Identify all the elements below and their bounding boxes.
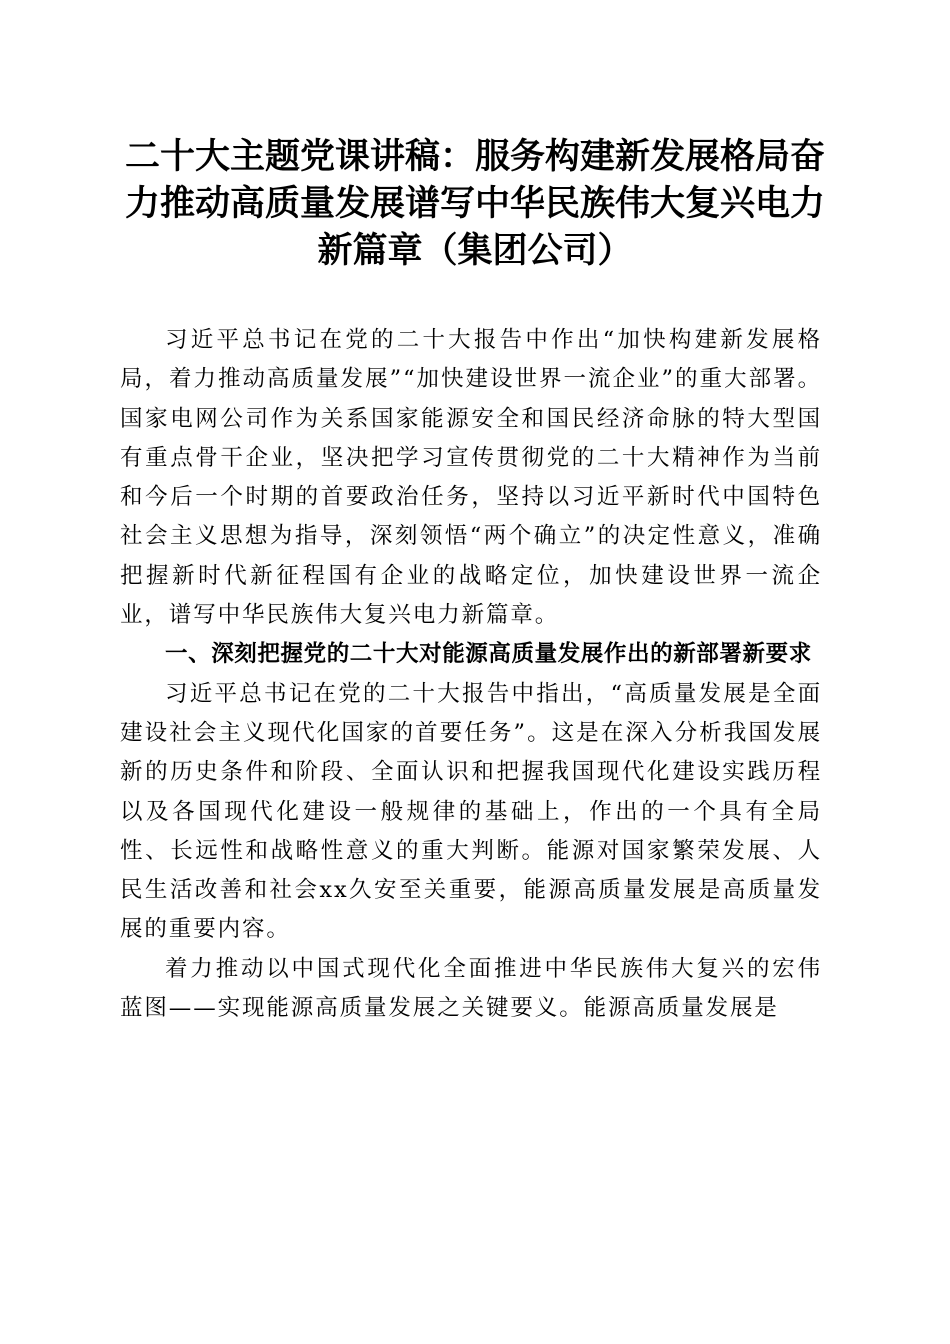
document-title: 二十大主题党课讲稿：服务构建新发展格局奋力推动高质量发展谱写中华民族伟大复兴电力新篇章（集团公司） [124,137,825,271]
intro-paragraph: 习近平总书记在党的二十大报告中作出“加快构建新发展格局，着力推动高质量发展”“加快建设世界一流企业”的重大部署。国家电网公司作为关系国家能源安全和国民经济命脉的特大型国有重点骨干企业，坚决把学习宣传贯彻党的二十大精神作为当前和今后一个时期的首要政治任务，坚持以习近平新时代中国特色社会主义思想为指导，深刻领悟“两个确立”的决定性意义，准确把握新时代新征程国有企业的战略定位，加快建设世界一流企业，谱写中华民族伟大复兴电力新篇章。 [120,327,822,629]
section-1-paragraph-2: 着力推动以中国式现代化全面推进中华民族伟大复兴的宏伟蓝图——实现能源高质量发展之关键要义。能源高质量发展是 [120,955,822,1022]
section-1-paragraph-1: 习近平总书记在党的二十大报告中指出，“高质量发展是全面建设社会主义现代化国家的首要任务”。这是在深入分析我国发展新的历史条件和阶段、全面认识和把握我国现代化建设实践历程以及各国现代化建设一般规律的基础上，作出的一个具有全局性、长远性和战略性意义的重大判断。能源对国家繁荣发展、人民生活改善和社会xx久安至关重要，能源高质量发展是高质量发展的重要内容。 [120,680,822,943]
document-body [120,321,822,1028]
section-heading-1: 一、深刻把握党的二十大对能源高质量发展作出的新部署新要求 [165,641,812,668]
